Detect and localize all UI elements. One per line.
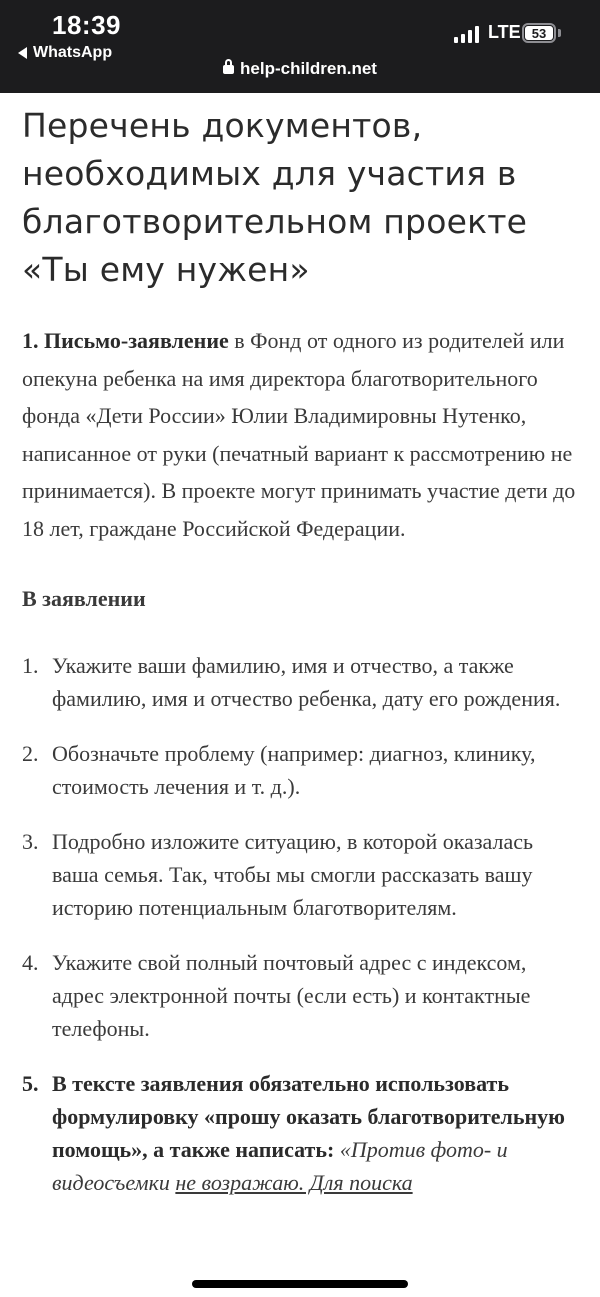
intro-paragraph xyxy=(22,322,582,547)
intro-bold: 1. Письмо-заявление xyxy=(22,328,229,353)
list-item-text: Укажите ваши фамилию, имя и отчество, а также фамилию, имя и отчество ребенка, дату его рождения. xyxy=(52,653,561,711)
steps-list xyxy=(22,649,582,1199)
url-text: help-children.net xyxy=(240,59,377,78)
status-bar xyxy=(0,0,600,93)
battery-tip xyxy=(558,29,561,37)
intro-text: в Фонд от одного из родителей или опекуна ребенка на имя директора благотворительного фонда «Дети России» Юлии Владимировны Нутенко, написанное от руки (печатный вариант к рассмотрению не принимается). В проекте могут принимать участие дети до 18 лет, граждане Российской Федерации. xyxy=(22,328,576,541)
clock: 18:39 xyxy=(52,10,121,40)
list-item-number: 2. xyxy=(22,741,39,766)
home-indicator[interactable] xyxy=(192,1280,408,1288)
list-item-number: 5. xyxy=(22,1071,39,1096)
step5-bold-text: В тексте заявления обязательно использовать формулировку «прошу оказать благотворительную помощь», а также написать: xyxy=(52,1071,565,1162)
list-item-text: Подробно изложите ситуацию, в которой оказалась ваша семья. Так, чтобы мы смогли рассказать вашу историю потенциальным благотворителям. xyxy=(52,829,534,920)
list-item-text xyxy=(52,1067,582,1199)
back-app-label: WhatsApp xyxy=(33,44,113,61)
battery-level: 53 xyxy=(525,26,553,40)
list-item xyxy=(22,737,582,803)
battery-icon xyxy=(522,23,556,43)
list-item-text: Обозначьте проблему (например: диагноз, клинику, стоимость лечения и т. д.). xyxy=(52,741,536,799)
list-item xyxy=(22,1067,582,1199)
section-heading: В заявлении xyxy=(22,586,146,611)
page-title: Перечень документов, необходимых для участия в благотворительном проекте «Ты ему нужен» xyxy=(22,106,528,289)
step5-italic-text: «Против фото- и видеосъемки xyxy=(52,1137,508,1195)
list-item-number: 4. xyxy=(22,950,39,975)
step5-underlined-text: не возражаю. Для поиска xyxy=(175,1170,413,1195)
back-arrow-icon xyxy=(18,47,27,59)
lock-icon xyxy=(223,65,234,74)
address-bar[interactable] xyxy=(0,59,600,79)
list-item xyxy=(22,649,582,715)
list-item-text: Укажите свой полный почтовый адрес с индексом, адрес электронной почты (если есть) и контактные телефоны. xyxy=(52,950,531,1041)
article xyxy=(22,102,582,1221)
list-item xyxy=(22,946,582,1045)
list-item-number: 1. xyxy=(22,653,39,678)
list-item xyxy=(22,825,582,924)
list-item-number: 3. xyxy=(22,829,39,854)
signal-strength-icon xyxy=(454,25,479,43)
network-type: LTE xyxy=(488,22,521,42)
